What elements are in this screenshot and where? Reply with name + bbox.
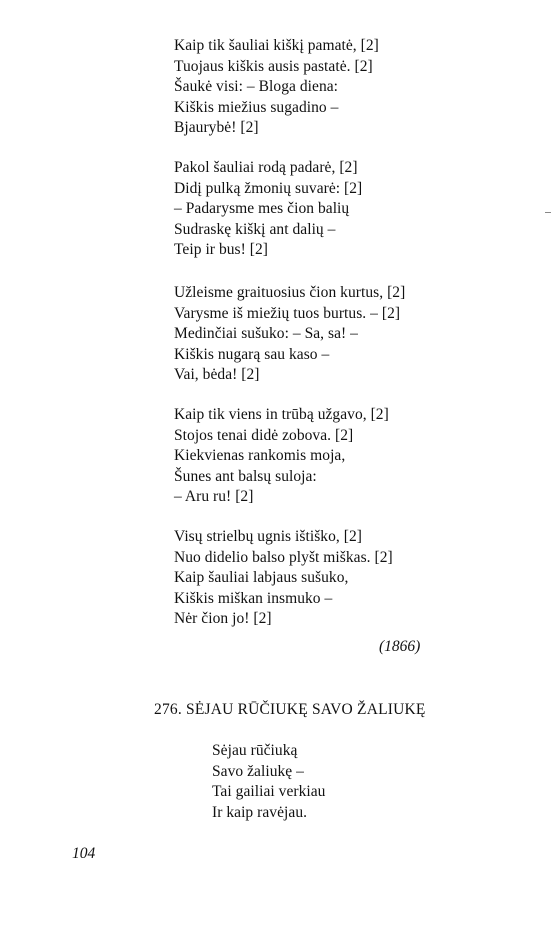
stanza-3 xyxy=(174,283,405,386)
verse-line: Tai gailiai verkiau xyxy=(212,783,326,801)
verse-line: Stojos tenai didė zobova. [2] xyxy=(174,426,354,444)
verse-line: Kiekvienas rankomis moja, xyxy=(174,447,346,465)
stanza-2 xyxy=(174,158,362,261)
verse-line: Sėjau rūčiuką xyxy=(212,742,298,759)
verse-line: Ir kaip ravėjau. xyxy=(212,803,308,821)
verse-line: Kaip tik šauliai kiškį pamatė, [2] xyxy=(174,37,379,54)
stanza-4 xyxy=(174,405,389,508)
verse-line: Bjaurybė! [2] xyxy=(174,119,259,137)
verse-line: Didį pulką žmonių suvarė: [2] xyxy=(174,179,363,197)
verse-line: – Aru ru! [2] xyxy=(174,488,254,506)
verse-line: Sudraskę kiškį ant dalių – xyxy=(174,220,336,238)
verse-line: Kiškis miškan insmuko – xyxy=(174,589,333,607)
verse-line: Nėr čion jo! [2] xyxy=(174,610,272,628)
verse-line: Užleisme graituosius čion kurtus, [2] xyxy=(174,284,406,301)
verse-line: Šaukė visi: – Bloga diena: xyxy=(174,78,339,96)
song-stanza xyxy=(212,741,325,823)
poem-date: (1866) xyxy=(379,638,421,655)
verse-line: Teip ir bus! [2] xyxy=(174,241,268,259)
verse-line: Tuojaus kiškis ausis pastatė. [2] xyxy=(174,57,373,75)
stanza-1 xyxy=(174,36,379,139)
verse-line: Kiškis miežius sugadino – xyxy=(174,98,339,116)
verse-line: Visų strielbų ugnis ištiško, [2] xyxy=(174,528,362,545)
verse-line: Kaip šauliai labjaus sušuko, xyxy=(174,569,349,587)
verse-line: Vai, bėda! [2] xyxy=(174,366,260,384)
stanza-5 xyxy=(174,527,393,630)
page-number: 104 xyxy=(72,845,96,862)
verse-line: Pakol šauliai rodą padarė, [2] xyxy=(174,159,358,176)
verse-line: Varysme iš miežių tuos burtus. – [2] xyxy=(174,304,401,322)
margin-mark xyxy=(545,212,551,213)
verse-line: Šunes ant balsų suloja: xyxy=(174,467,317,485)
verse-line: Kaip tik viens in trūbą užgavo, [2] xyxy=(174,406,389,423)
verse-line: – Padarysme mes čion balių xyxy=(174,200,350,218)
verse-line: Kiškis nugarą sau kaso – xyxy=(174,345,330,363)
verse-line: Savo žaliukę – xyxy=(212,762,304,780)
song-title: 276. SĖJAU RŪČIUKĘ SAVO ŽALIUKĘ xyxy=(154,701,426,718)
verse-line: Medinčiai sušuko: – Sa, sa! – xyxy=(174,325,358,343)
verse-line: Nuo didelio balso plyšt miškas. [2] xyxy=(174,548,393,566)
